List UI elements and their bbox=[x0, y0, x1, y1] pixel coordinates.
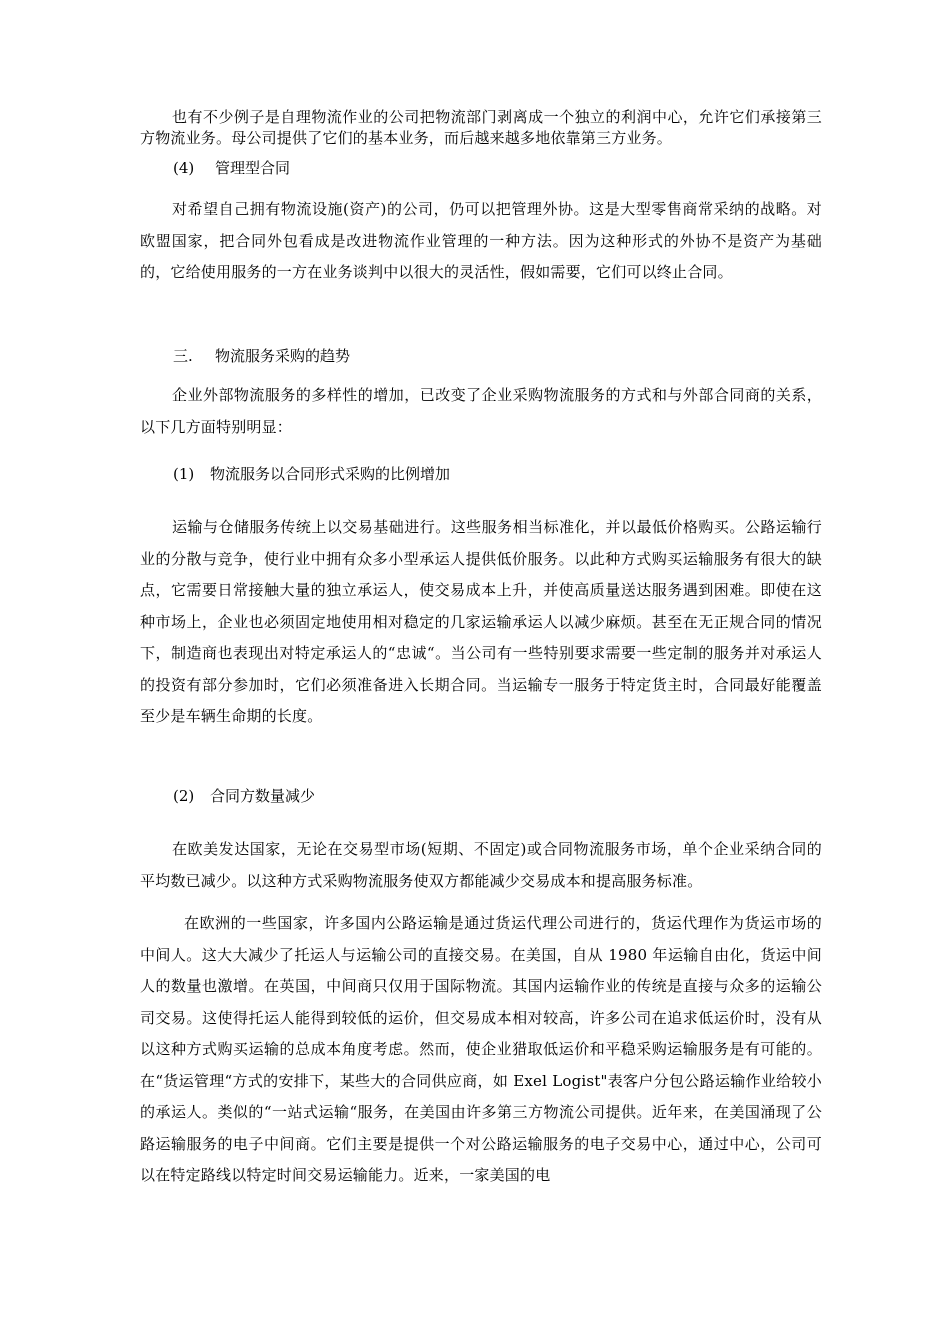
paragraph-transport bbox=[140, 512, 822, 733]
heading-fewer-contractors bbox=[173, 786, 315, 806]
section-number: 三. bbox=[173, 347, 193, 365]
heading-text: 物流服务以合同形式采购的比例增加 bbox=[210, 465, 451, 483]
heading-contract-share bbox=[173, 464, 450, 484]
heading-management-contract bbox=[173, 158, 290, 178]
heading-text: 合同方数量减少 bbox=[210, 787, 316, 805]
paragraph-trends bbox=[140, 380, 822, 443]
paragraph-management bbox=[140, 194, 822, 289]
heading-number: (4) bbox=[173, 159, 195, 177]
paragraph-text: 在欧洲的一些国家，许多国内公路运输是通过货运代理公司进行的，货运代理作为货运市场的中间人。这大大减少了托运人与运输公司的直接交易。在美国，自从 1980 年运输自由化，货运中间人的数量也激增。在英国，中间商只仅用于国际物流。其国内运输作业的传统是直接与众多的运输公司交易。这使得托运人能得到较低的运价，但交易成本相对较高，许多公司在追求低运价时，没有从以这种方式购买运输的总成本角度考虑。然而，使企业猎取低运价和平稳采购运输服务是有可能的。在“货运管理“方式的安排下，某些大的合同供应商，如 Exel Logist"表客户分包公路运输作业给较小的承运人。类似的“一站式运输“服务，在美国由许多第三方物流公司提供。近年来，在美国涌现了公路运输服务的电子中间商。它们主要是提供一个对公路运输服务的电子交易中心，通过中心，公司可以在特定路线以特定时间交易运输能力。近来，一家美国的电 bbox=[140, 914, 822, 1184]
heading-number: (2) bbox=[173, 787, 195, 805]
paragraph-text: 在欧美发达国家，无论在交易型市场(短期、不固定)或合同物流服务市场，单个企业采纳合同的平均数已减少。以这种方式采购物流服务使双方都能减少交易成本和提高服务标准。 bbox=[140, 840, 822, 890]
heading-text: 管理型合同 bbox=[215, 159, 291, 177]
paragraph-contractors bbox=[140, 834, 822, 897]
paragraph-text: 运输与仓储服务传统上以交易基础进行。这些服务相当标准化，并以最低价格购买。公路运输行业的分散与竞争，使行业中拥有众多小型承运人提供低价服务。以此种方式购买运输服务有很大的缺点，它需要日常接触大量的独立承运人，使交易成本上升，并使高质量送达服务遇到困难。即使在这种市场上，企业也必须固定地使用相对稳定的几家运输承运人以减少麻烦。甚至在无正规合同的情况下，制造商也表现出对特定承运人的“忠诚“。当公司有一些特别要求需要一些定制的服务并对承运人的投资有部分参加时，它们必须准备进入长期合同。当运输专一服务于特定货主时，合同最好能覆盖至少是车辆生命期的长度。 bbox=[140, 518, 822, 725]
section-heading-trends bbox=[173, 346, 350, 366]
paragraph-text: 对希望自己拥有物流设施(资产)的公司，仍可以把管理外协。这是大型零售商常采纳的战略。对欧盟国家，把合同外包看成是改进物流作业管理的一种方法。因为这种形式的外协不是资产为基础的，它给使用服务的一方在业务谈判中以很大的灵活性，假如需要，它们可以终止合同。 bbox=[140, 200, 822, 281]
paragraph-europe bbox=[140, 908, 822, 1192]
paragraph-intro bbox=[140, 107, 822, 149]
heading-number: (1) bbox=[173, 465, 195, 483]
paragraph-text: 也有不少例子是自理物流作业的公司把物流部门剥离成一个独立的利润中心，允许它们承接第三方物流业务。母公司提供了它们的基本业务，而后越来越多地依靠第三方业务。 bbox=[140, 108, 822, 147]
paragraph-text: 企业外部物流服务的多样性的增加，已改变了企业采购物流服务的方式和与外部合同商的关系，以下几方面特别明显： bbox=[140, 386, 822, 436]
section-title: 物流服务采购的趋势 bbox=[215, 347, 351, 365]
